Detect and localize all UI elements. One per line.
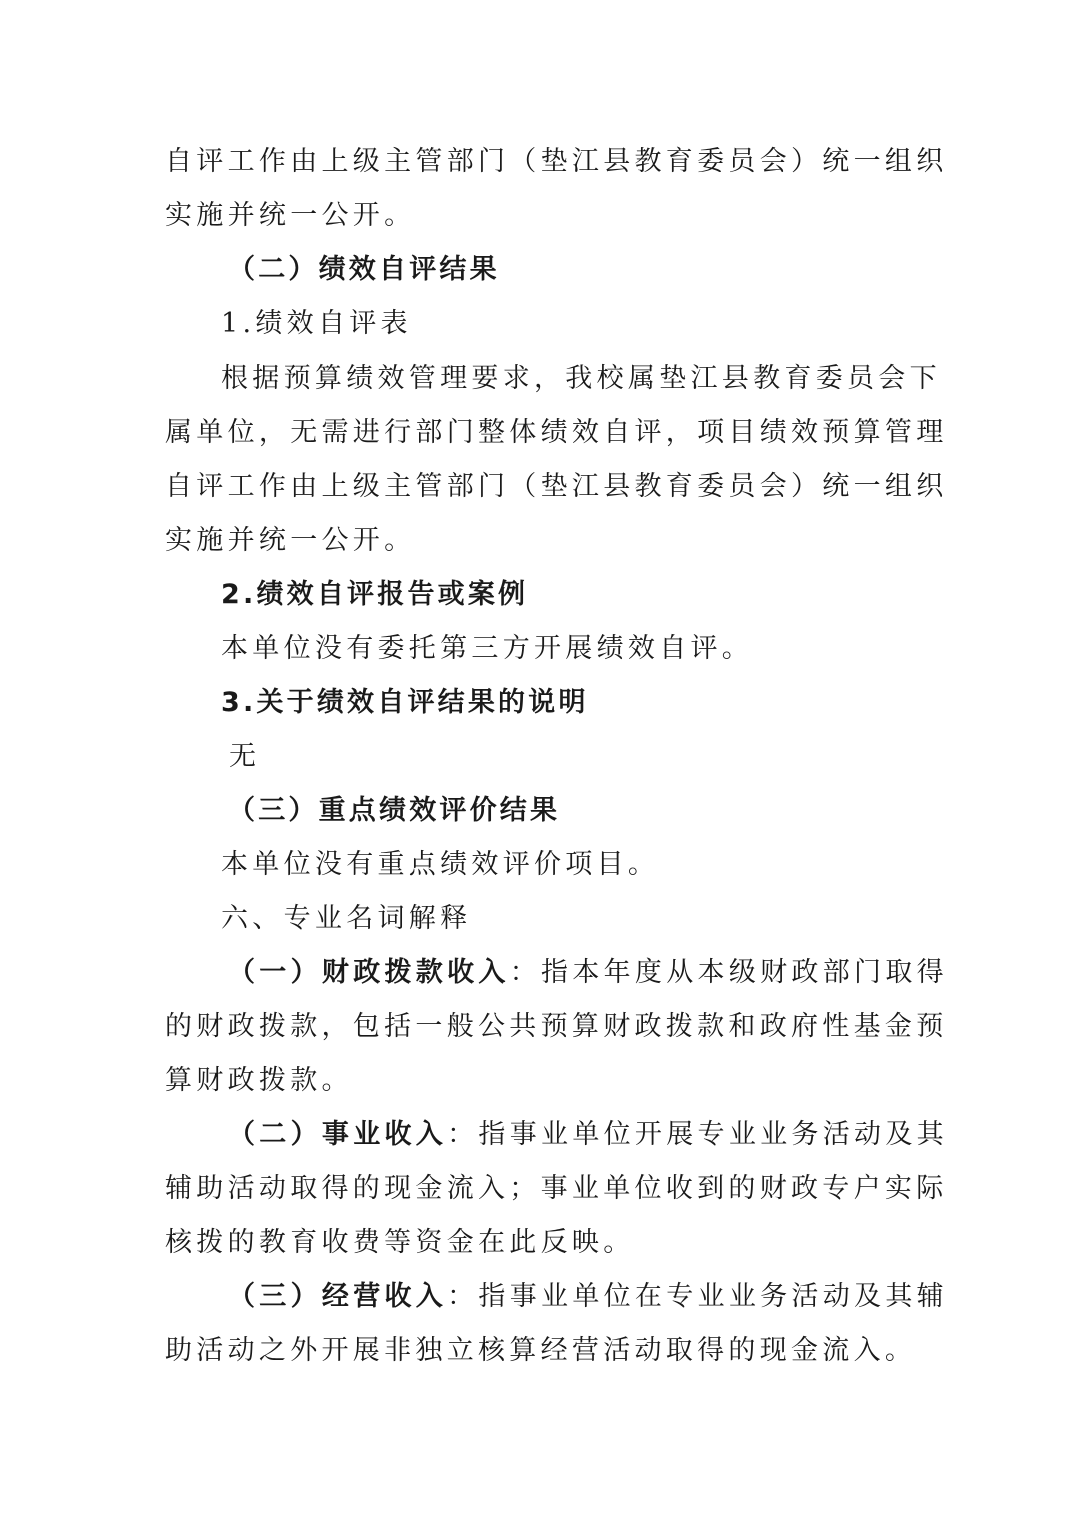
paragraph-line: 属单位，无需进行部门整体绩效自评，项目绩效预算管理 <box>165 417 948 448</box>
definition-colon: ： <box>447 1281 479 1312</box>
definition-text: 指事业单位在专业业务活动及其辅 <box>478 1281 948 1312</box>
paragraph-line: 实施并统一公开。 <box>165 200 416 231</box>
paragraph-line: 自评工作由上级主管部门（垫江县教育委员会）统一组织 <box>165 471 948 502</box>
definition-term: （二）事业收入 <box>228 1119 448 1150</box>
paragraph-line: 的财政拨款，包括一般公共预算财政拨款和政府性基金预 <box>165 1011 948 1042</box>
paragraph-line: 算财政拨款。 <box>165 1065 353 1096</box>
definition-term: （一）财政拨款收入 <box>228 957 510 988</box>
definition-colon: ： <box>509 957 542 988</box>
paragraph-line: 本单位没有重点绩效评价项目。 <box>221 849 660 880</box>
definition-text: 指事业单位开展专业业务活动及其 <box>478 1119 948 1150</box>
subsection-heading: 3.关于绩效自评结果的说明 <box>221 687 589 718</box>
paragraph-line: 本单位没有委托第三方开展绩效自评。 <box>221 633 754 664</box>
subsection-heading: 2.绩效自评报告或案例 <box>221 579 529 610</box>
paragraph-line: 无 <box>229 741 261 772</box>
subsection-heading: 1.绩效自评表 <box>221 308 412 339</box>
paragraph-line: 实施并统一公开。 <box>165 525 416 556</box>
definition-line <box>228 1278 988 1316</box>
definition-term: （三）经营收入 <box>228 1281 448 1312</box>
definition-line <box>228 954 988 992</box>
paragraph-line: 核拨的教育收费等资金在此反映。 <box>165 1227 635 1258</box>
paragraph-line: 助活动之外开展非独立核算经营活动取得的现金流入。 <box>165 1335 917 1366</box>
paragraph-line: 根据预算绩效管理要求，我校属垫江县教育委员会下 <box>221 363 941 394</box>
definition-text: 指本年度从本级财政部门取得 <box>541 957 948 988</box>
chapter-heading: 六、专业名词解释 <box>221 903 472 934</box>
paragraph-line: 辅助活动取得的现金流入；事业单位收到的财政专户实际 <box>165 1173 948 1204</box>
paragraph-line: 自评工作由上级主管部门（垫江县教育委员会）统一组织 <box>165 146 948 177</box>
definition-colon: ： <box>447 1119 479 1150</box>
section-heading: （二）绩效自评结果 <box>228 254 500 285</box>
section-heading: （三）重点绩效评价结果 <box>228 795 561 826</box>
definition-line <box>228 1116 988 1154</box>
